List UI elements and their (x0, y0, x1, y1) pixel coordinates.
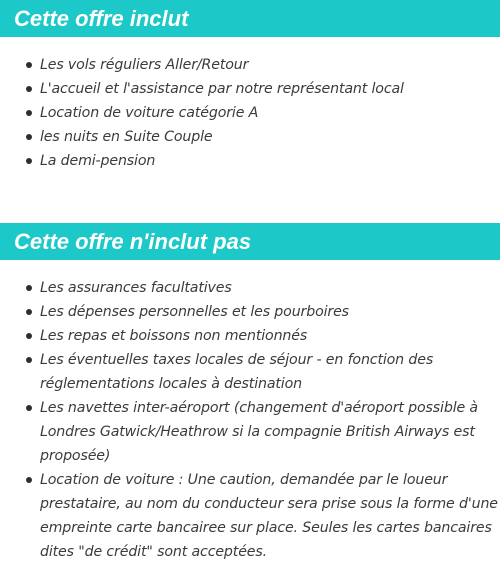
bullet-dot-icon (26, 357, 32, 363)
list-item (0, 276, 500, 300)
list-item (0, 53, 500, 77)
bullet-dot-icon (26, 405, 32, 411)
list-item (0, 149, 500, 173)
bullet-dot-icon (26, 134, 32, 140)
list-item (0, 77, 500, 101)
list-item-text: les nuits en Suite Couple (40, 129, 213, 145)
list-item (0, 396, 500, 468)
list-item (0, 324, 500, 348)
bullet-dot-icon (26, 477, 32, 483)
included-section-header: Cette offre inclut (0, 0, 500, 37)
list-item-text: L'accueil et l'assistance par notre représentant local (40, 81, 404, 97)
list-item (0, 468, 500, 564)
bullet-dot-icon (26, 62, 32, 68)
list-item-text: Les éventuelles taxes locales de séjour - en fonction des réglementations locales à destination (40, 352, 434, 392)
excluded-section-header: Cette offre n'inclut pas (0, 223, 500, 260)
list-item (0, 125, 500, 149)
bullet-dot-icon (26, 309, 32, 315)
list-item (0, 101, 500, 125)
bullet-dot-icon (26, 285, 32, 291)
excluded-list (0, 276, 500, 564)
list-item-text: Location de voiture : Une caution, demandée par le loueur prestataire, au nom du conducteur sera prise sous la forme d'une empreinte carte bancairee sur place. Seules les cartes bancaires dites "de crédit" sont acceptées. (40, 472, 498, 560)
bullet-dot-icon (26, 110, 32, 116)
bullet-dot-icon (26, 333, 32, 339)
list-item-text: Location de voiture catégorie A (40, 105, 259, 121)
list-item-text: Les assurances facultatives (40, 280, 232, 296)
list-item-text: Les repas et boissons non mentionnés (40, 328, 308, 344)
list-item (0, 348, 500, 396)
included-list (0, 53, 500, 173)
list-item-text: Les vols réguliers Aller/Retour (40, 57, 249, 73)
list-item-text: La demi-pension (40, 153, 156, 169)
list-item (0, 300, 500, 324)
list-item-text: Les dépenses personnelles et les pourboires (40, 304, 349, 320)
list-item-text: Les navettes inter-aéroport (changement d'aéroport possible à Londres Gatwick/Heathrow si la compagnie British Airways est proposée) (40, 400, 478, 464)
bullet-dot-icon (26, 158, 32, 164)
bullet-dot-icon (26, 86, 32, 92)
